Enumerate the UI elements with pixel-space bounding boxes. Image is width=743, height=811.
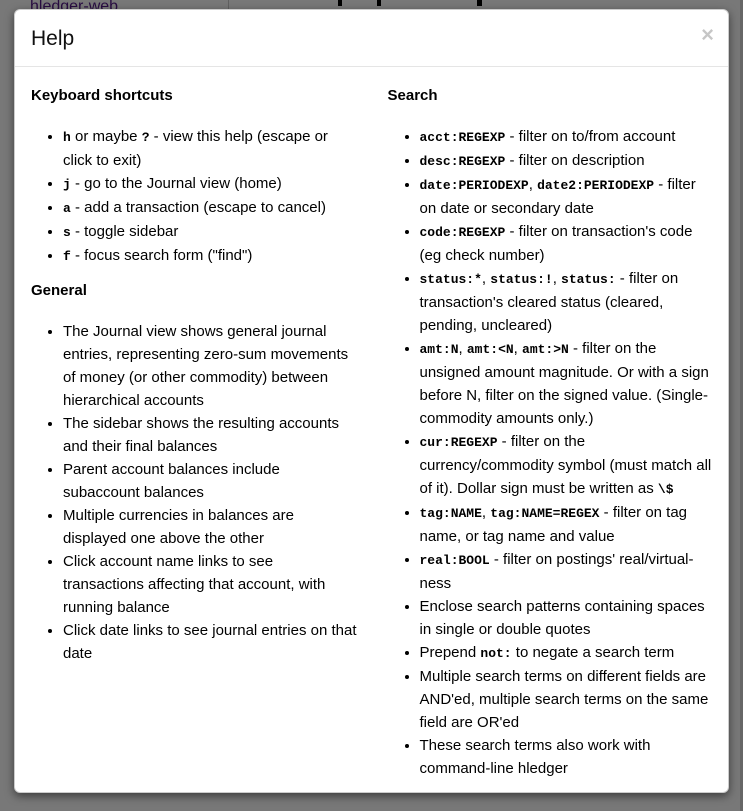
keyboard-shortcuts-list [31, 125, 358, 268]
code-term: amt:N [419, 342, 459, 357]
search-terms-list [388, 125, 715, 780]
help-list-item: • real:BOOL - filter on postings' real/virtual-ness [420, 548, 715, 595]
modal-title: Help [31, 27, 75, 50]
code-term: amt:<N [466, 342, 514, 357]
code-term: status: [561, 272, 616, 287]
help-list-item: • desc:REGEXP - filter on description [420, 149, 715, 173]
code-term: date2:PERIODEXP [537, 178, 655, 193]
help-list-item: • Click date links to see journal entries on that date [63, 619, 358, 665]
help-list-item: • status:*, status:!, status: - filter on transaction's cleared status (cleared, pending, uncleared) [420, 267, 715, 337]
code-term: date:PERIODEXP [419, 178, 529, 193]
code-term: not: [480, 646, 512, 661]
section-heading-keyboard-shortcuts: Keyboard shortcuts [31, 87, 173, 104]
code-term: f [63, 249, 71, 264]
code-term: cur:REGEXP [419, 435, 498, 450]
help-list-item: • Click account name links to see transactions affecting that account, with running balance [63, 550, 358, 619]
code-term: code:REGEXP [419, 225, 506, 240]
section-heading-search: Search [387, 87, 438, 104]
help-list-item: • date:PERIODEXP, date2:PERIODEXP - filter on date or secondary date [420, 173, 715, 220]
help-list-item: • The sidebar shows the resulting accounts and their final balances [63, 412, 358, 458]
code-term: s [63, 225, 71, 240]
help-list-item: • s - toggle sidebar [63, 220, 358, 244]
code-term: real:BOOL [419, 553, 490, 568]
help-list-item: • The Journal view shows general journal entries, representing zero-sum movements of money (or other commodity) between hierarchical accounts [63, 320, 358, 412]
help-list-item: • code:REGEXP - filter on transaction's code (eg check number) [420, 220, 715, 267]
close-icon[interactable]: × [701, 22, 714, 47]
help-list-item: • Prepend not: to negate a search term [420, 641, 715, 665]
help-list-item: • cur:REGEXP - filter on the currency/commodity symbol (must match all of it). Dollar sign must be written as \$ [420, 430, 715, 501]
help-modal [14, 9, 729, 793]
help-list-item: • acct:REGEXP - filter on to/from account [420, 125, 715, 149]
help-list-item: • Enclose search patterns containing spaces in single or double quotes [420, 595, 715, 641]
code-term: ? [141, 130, 150, 145]
general-list [31, 320, 358, 665]
help-column-right [372, 87, 729, 794]
code-term: desc:REGEXP [419, 154, 506, 169]
code-term: tag:NAME=REGEX [490, 506, 600, 521]
code-term: \$ [657, 482, 674, 497]
help-column-left [15, 87, 372, 794]
help-list-item: • Multiple currencies in balances are displayed one above the other [63, 504, 358, 550]
code-term: h [63, 130, 71, 145]
modal-body [15, 67, 728, 804]
modal-header [15, 10, 728, 67]
code-term: status:* [419, 272, 482, 287]
help-list-item: • f - focus search form ("find") [63, 244, 358, 268]
help-list-item: • These search terms also work with command-line hledger [420, 734, 715, 780]
code-term: status:! [490, 272, 553, 287]
code-term: a [63, 201, 71, 216]
section-heading-general: General [31, 282, 87, 299]
help-list-item: • h or maybe ? - view this help (escape or click to exit) [63, 125, 358, 172]
help-list-item: • a - add a transaction (escape to cancel) [63, 196, 358, 220]
help-list-item: • amt:N, amt:<N, amt:>N - filter on the unsigned amount magnitude. Or with a sign before N, filter on the signed value. (Single-commodity amounts only.) [420, 337, 715, 430]
help-list-item: • Multiple search terms on different fields are AND'ed, multiple search terms on the same field are OR'ed [420, 665, 715, 734]
help-list-item: • Parent account balances include subaccount balances [63, 458, 358, 504]
code-term: tag:NAME [419, 506, 482, 521]
code-term: acct:REGEXP [419, 130, 506, 145]
code-term: j [63, 177, 71, 192]
help-list-item: • j - go to the Journal view (home) [63, 172, 358, 196]
code-term: amt:>N [522, 342, 569, 357]
help-list-item: • tag:NAME, tag:NAME=REGEX - filter on tag name, or tag name and value [420, 501, 715, 548]
